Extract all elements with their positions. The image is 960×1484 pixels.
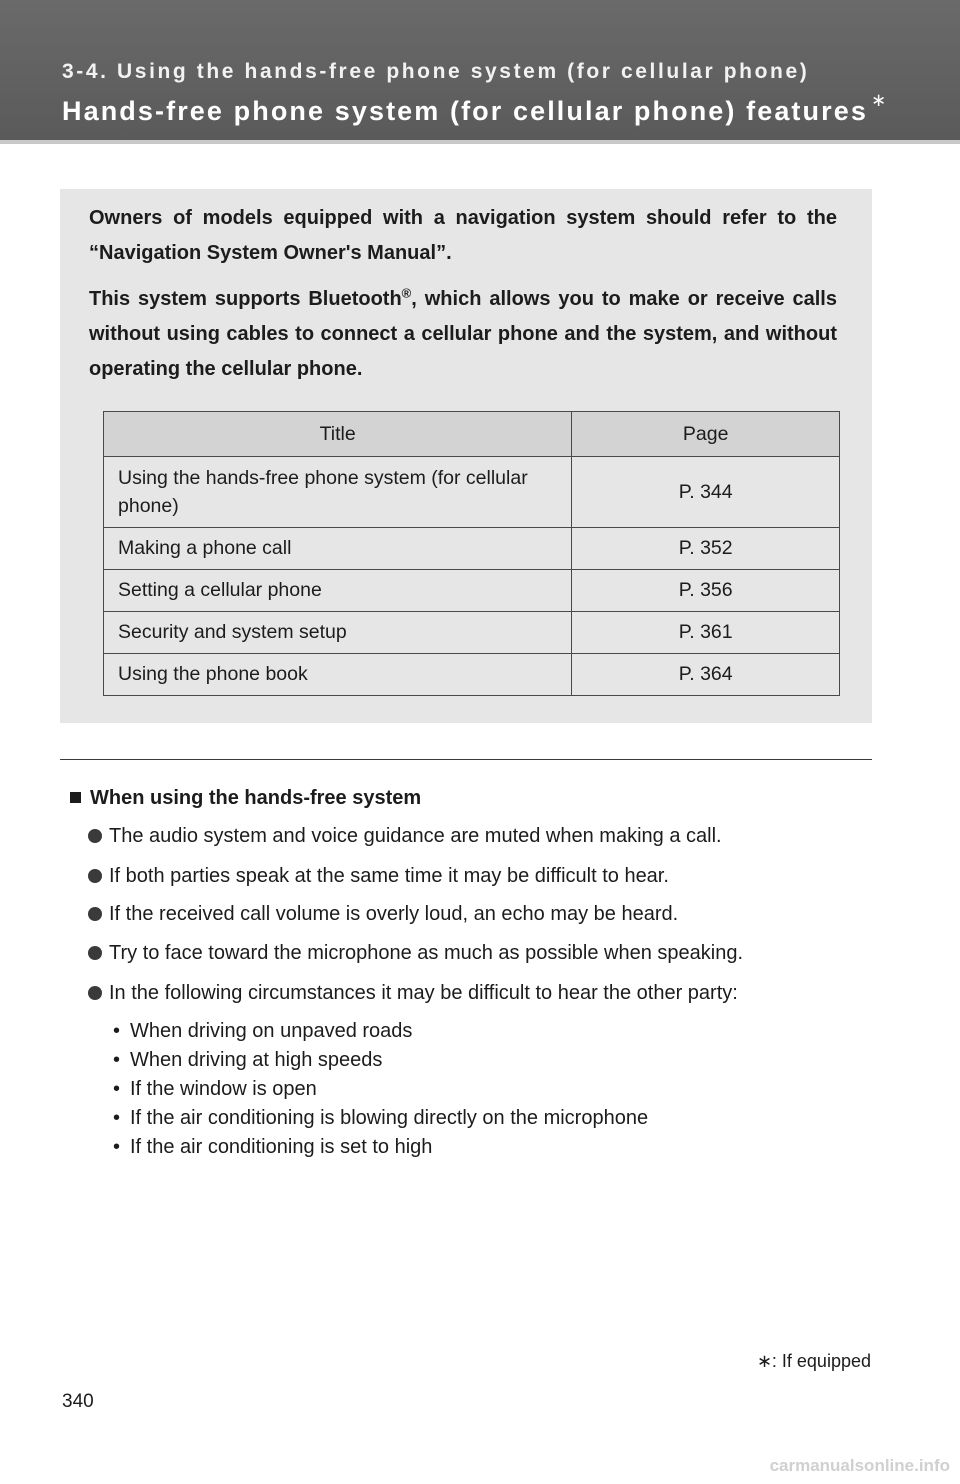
row-title: Using the hands-free phone system (for cellular phone)	[104, 457, 572, 528]
section-title: 3-4. Using the hands-free phone system (for cellular phone)	[62, 60, 810, 83]
if-equipped-mark: ∗	[870, 90, 889, 110]
sub-list-item	[113, 1136, 432, 1159]
sub-list-item	[113, 1020, 412, 1043]
sub-bullet-mark: •	[113, 1078, 121, 1100]
page-title	[62, 90, 889, 127]
sub-bullet-mark: •	[113, 1049, 121, 1071]
sub-list-item	[113, 1049, 382, 1072]
table-row	[104, 612, 840, 654]
column-header-page: Page	[572, 412, 840, 457]
row-title: Security and system setup	[104, 612, 572, 654]
sub-bullet-mark: •	[113, 1136, 121, 1158]
column-header-title: Title	[104, 412, 572, 457]
row-page: P. 344	[572, 457, 840, 528]
row-page: P. 364	[572, 654, 840, 696]
table-row	[104, 457, 840, 528]
page-title-text: Hands-free phone system (for cellular phone) features	[62, 96, 868, 126]
square-bullet-icon	[70, 792, 81, 803]
row-title: Setting a cellular phone	[104, 570, 572, 612]
row-title: Using the phone book	[104, 654, 572, 696]
table-row	[104, 528, 840, 570]
sub-list-item-text: When driving on unpaved roads	[130, 1020, 413, 1042]
notes-heading	[70, 787, 421, 810]
table-row	[104, 570, 840, 612]
intro-paragraph-bluetooth	[89, 282, 837, 387]
list-item	[88, 825, 722, 848]
intro-paragraph-navigation: Owners of models equipped with a navigation system should refer to the “Navigation System Owner's Manual”.	[89, 207, 837, 264]
footnote-text: : If equipped	[771, 1351, 871, 1371]
notes-heading-text: When using the hands-free system	[90, 787, 422, 809]
sub-bullet-mark: •	[113, 1107, 121, 1129]
list-item-text: The audio system and voice guidance are muted when making a call.	[109, 825, 722, 847]
circle-bullet-icon	[88, 907, 102, 921]
row-title: Making a phone call	[104, 528, 572, 570]
list-item-text: Try to face toward the microphone as much as possible when speaking.	[109, 942, 744, 964]
circle-bullet-icon	[88, 946, 102, 960]
bluetooth-text-before: This system supports Bluetooth	[89, 288, 402, 310]
sub-list-item-text: If the window is open	[130, 1078, 317, 1100]
sub-bullet-mark: •	[113, 1020, 121, 1042]
circle-bullet-icon	[88, 869, 102, 883]
circle-bullet-icon	[88, 829, 102, 843]
table-header-row	[104, 412, 840, 457]
sub-list-item	[113, 1078, 317, 1101]
row-page: P. 361	[572, 612, 840, 654]
list-item-text: If both parties speak at the same time it may be difficult to hear.	[109, 865, 669, 887]
registered-mark: ®	[401, 285, 412, 301]
list-item	[88, 903, 678, 926]
section-divider	[60, 759, 872, 760]
circle-bullet-icon	[88, 986, 102, 1000]
list-item-text: If the received call volume is overly loud, an echo may be heard.	[109, 903, 679, 925]
table-row	[104, 654, 840, 696]
list-item	[88, 982, 738, 1005]
list-item	[88, 865, 669, 888]
watermark: carmanualsonline.info	[769, 1456, 950, 1475]
list-item-text: In the following circumstances it may be difficult to hear the other party:	[109, 982, 738, 1004]
sub-list-item-text: If the air conditioning is set to high	[130, 1136, 433, 1158]
contents-table	[103, 411, 840, 696]
page-number: 340	[62, 1391, 94, 1412]
row-page: P. 352	[572, 528, 840, 570]
sub-list-item-text: If the air conditioning is blowing directly on the microphone	[130, 1107, 649, 1129]
footnote-mark: ∗	[756, 1351, 772, 1371]
list-item	[88, 942, 743, 965]
sub-list-item	[113, 1107, 648, 1130]
footnote	[757, 1351, 871, 1372]
bluetooth-text-after: , which allows you to make or receive calls without using cables to connect a cellular phone and the system, and without operating the cellular phone.	[89, 288, 837, 380]
page-header	[0, 0, 960, 144]
sub-list-item-text: When driving at high speeds	[130, 1049, 383, 1071]
row-page: P. 356	[572, 570, 840, 612]
